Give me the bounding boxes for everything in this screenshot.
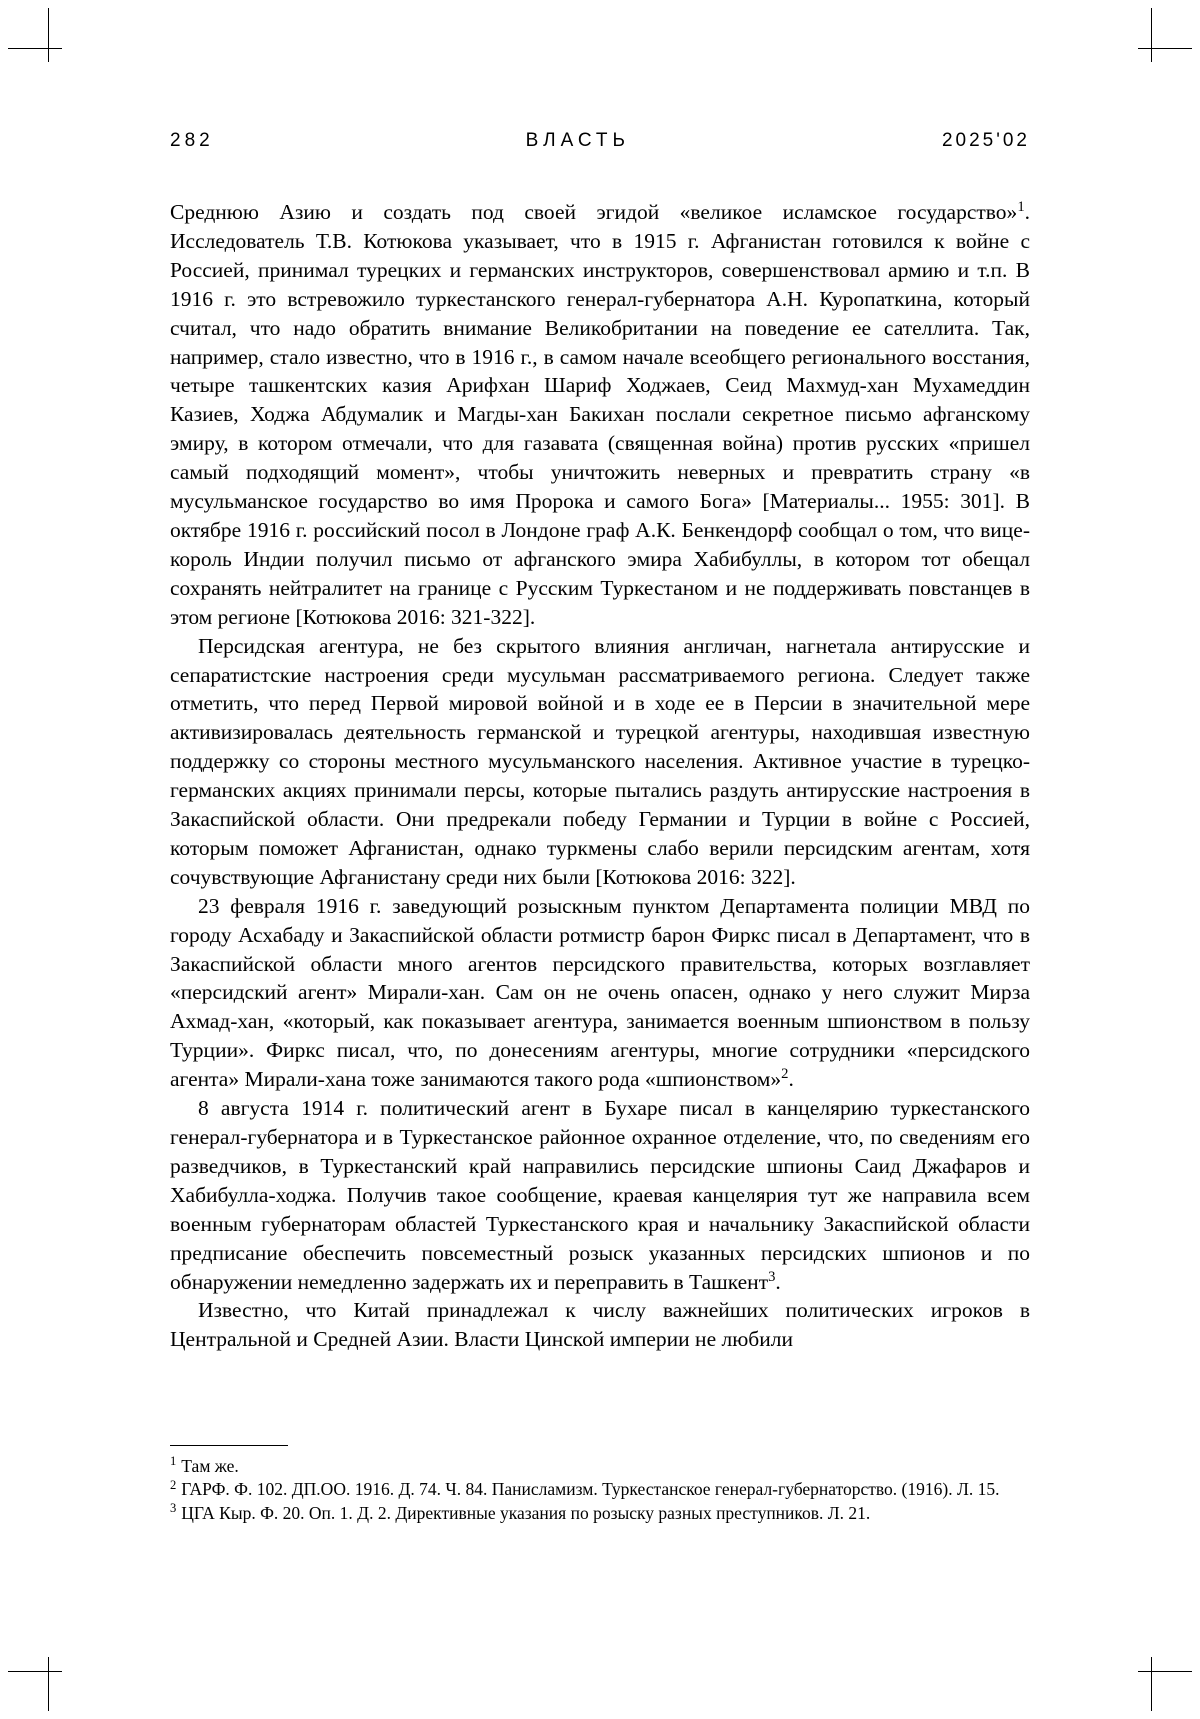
- footnote-1-number: 1: [170, 1454, 177, 1469]
- journal-title: ВЛАСТЬ: [525, 130, 631, 151]
- paragraph-3: [170, 892, 1030, 1094]
- footnote-separator-rule: [170, 1445, 288, 1446]
- crop-mark-top-left-v: [48, 8, 49, 62]
- footnote-2-text: ГАРФ. Ф. 102. ДП.ОО. 1916. Д. 74. Ч. 84. Панисламизм. Туркестанское генерал-губернаторство. (1916). Л. 15.: [181, 1479, 1000, 1500]
- paragraph-4: [170, 1094, 1030, 1296]
- paragraph-3-text: 23 февраля 1916 г. заведующий розыскным пунктом Департамента полиции МВД по городу Асхабаду и Закаспийской области ротмистр барон Фиркс писал в Департамент, что в Закаспийской области много агентов персидского правительства, которых возглавляет «персидский агент» Мирали-хан. Сам он не очень опасен, однако у него служит Мирза Ахмад-хан, «который, как показывает агентура, занимается военным шпионством в пользу Турции». Фиркс писал, что, по донесениям агентуры, многие сотрудники «персидского агента» Мирали-хана тоже занимаются такого рода «шпионством»: [170, 893, 1030, 1092]
- paragraph-1-text: Среднюю Азию и создать под своей эгидой «великое исламское государство»: [170, 200, 1018, 224]
- page-number: 282: [170, 130, 214, 151]
- paragraph-2-text: Персидская агентура, не без скрытого влияния англичан, нагнетала антирусские и сепаратистские настроения среди мусульман рассматриваемого региона. Следует также отметить, что перед Первой мировой войной и в ходе ее в Персии в значительной мере активизировалась деятельность германской и турецкой агентуры, находившая известную поддержку со стороны местного мусульманского населения. Активное участие в турецко-германских акциях принимали персы, которые пытались раздуть антирусские настроения в Закаспийской области. Они предрекали победу Германии и Турции в войне с Россией, которым поможет Афганистан, однако туркмены слабо верили персидским агентам, хотя сочувствующие Афганистану среди них были [Котюкова 2016: 322].: [170, 633, 1030, 889]
- footnote-3: [170, 1502, 1030, 1524]
- crop-mark-top-right-v: [1151, 8, 1152, 62]
- crop-mark-top-right-h: [1138, 48, 1192, 49]
- crop-mark-top-left-h: [8, 48, 62, 49]
- crop-mark-bottom-left-v: [48, 1657, 49, 1711]
- paragraph-4-text-after: .: [775, 1269, 781, 1294]
- issue-label: 2025'02: [941, 130, 1030, 151]
- paragraph-5-text: Известно, что Китай принадлежал к числу важнейших политических игроков в Центральной и Средней Азии. Власти Цинской империи не любили: [170, 1298, 1030, 1352]
- footnote-2-number: 2: [170, 1477, 177, 1492]
- paragraph-1-text-after: . Исследователь Т.В. Котюкова указывает, что в 1915 г. Афганистан готовился к войне с Россией, принимал турецких и германских инструкторов, совершенствовал армию и т.п. В 1916 г. это встревожило туркестанского генерал-губернатора А.Н. Куропаткина, который считал, что надо обратить внимание Великобритании на поведение ее сателлита. Так, например, стало известно, что в 1916 г., в самом начале всеобщего регионального восстания, четыре ташкентских казия Арифхан Шариф Ходжаев, Сеид Махмуд-хан Мухамеддин Казиев, Ходжа Абдумалик и Магды-хан Бакихан послали секретное письмо афганскому эмиру, в котором отмечали, что для газавата (священная война) против русских «пришел самый подходящий момент», чтобы уничтожить неверных и превратить страну «в мусульманское государство во имя Пророка и самого Бога» [Материалы... 1955: 301]. В октябре 1916 г. российский посол в Лондоне граф А.К. Бенкендорф сообщал о том, что вице-король Индии получил письмо от афганского эмира Хабибуллы, в котором тот обещал сохранять нейтралитет на границе с Русским Туркестаном и не поддерживать повстанцев в этом регионе [Котюкова 2016: 321-322].: [170, 200, 1030, 629]
- crop-mark-bottom-left-h: [8, 1671, 62, 1672]
- footnote-3-number: 3: [170, 1500, 177, 1515]
- footnote-area: [170, 1445, 1030, 1525]
- crop-mark-bottom-right-v: [1151, 1657, 1152, 1711]
- footnote-1: [170, 1455, 1030, 1477]
- paragraph-5: [170, 1296, 1030, 1354]
- paragraph-3-text-after: .: [788, 1067, 794, 1092]
- body-text: [170, 198, 1030, 1354]
- paragraph-1: [170, 198, 1030, 632]
- paragraph-4-text: 8 августа 1914 г. политический агент в Бухаре писал в канцелярию туркестанского генерал-губернатора и в Туркестанское районное охранное отделение, что, по сведениям его разведчиков, в Туркестанский край направились персидские шпионы Саид Джафаров и Хабибулла-ходжа. Получив такое сообщение, краевая канцелярия тут же направила всем военным губернаторам областей Туркестанского края и начальнику Закаспийской области предписание обеспечить повсеместный розыск указанных персидских шпионов и по обнаружении немедленно задержать их и переправить в Ташкент: [170, 1096, 1030, 1294]
- paragraph-2: [170, 632, 1030, 892]
- running-head: [170, 130, 1030, 152]
- footnote-1-text: Там же.: [181, 1456, 239, 1476]
- footnote-3-text: ЦГА Кыр. Ф. 20. Оп. 1. Д. 2. Директивные указания по розыску разных преступников. Л. 21.: [181, 1502, 871, 1523]
- crop-mark-bottom-right-h: [1138, 1671, 1192, 1672]
- footnote-2: [170, 1478, 1030, 1500]
- footnote-ref-1[interactable]: 1: [1017, 198, 1025, 215]
- footnote-ref-2[interactable]: 2: [781, 1066, 789, 1083]
- page-content: [170, 130, 1030, 1354]
- footnote-ref-3[interactable]: 3: [768, 1268, 776, 1285]
